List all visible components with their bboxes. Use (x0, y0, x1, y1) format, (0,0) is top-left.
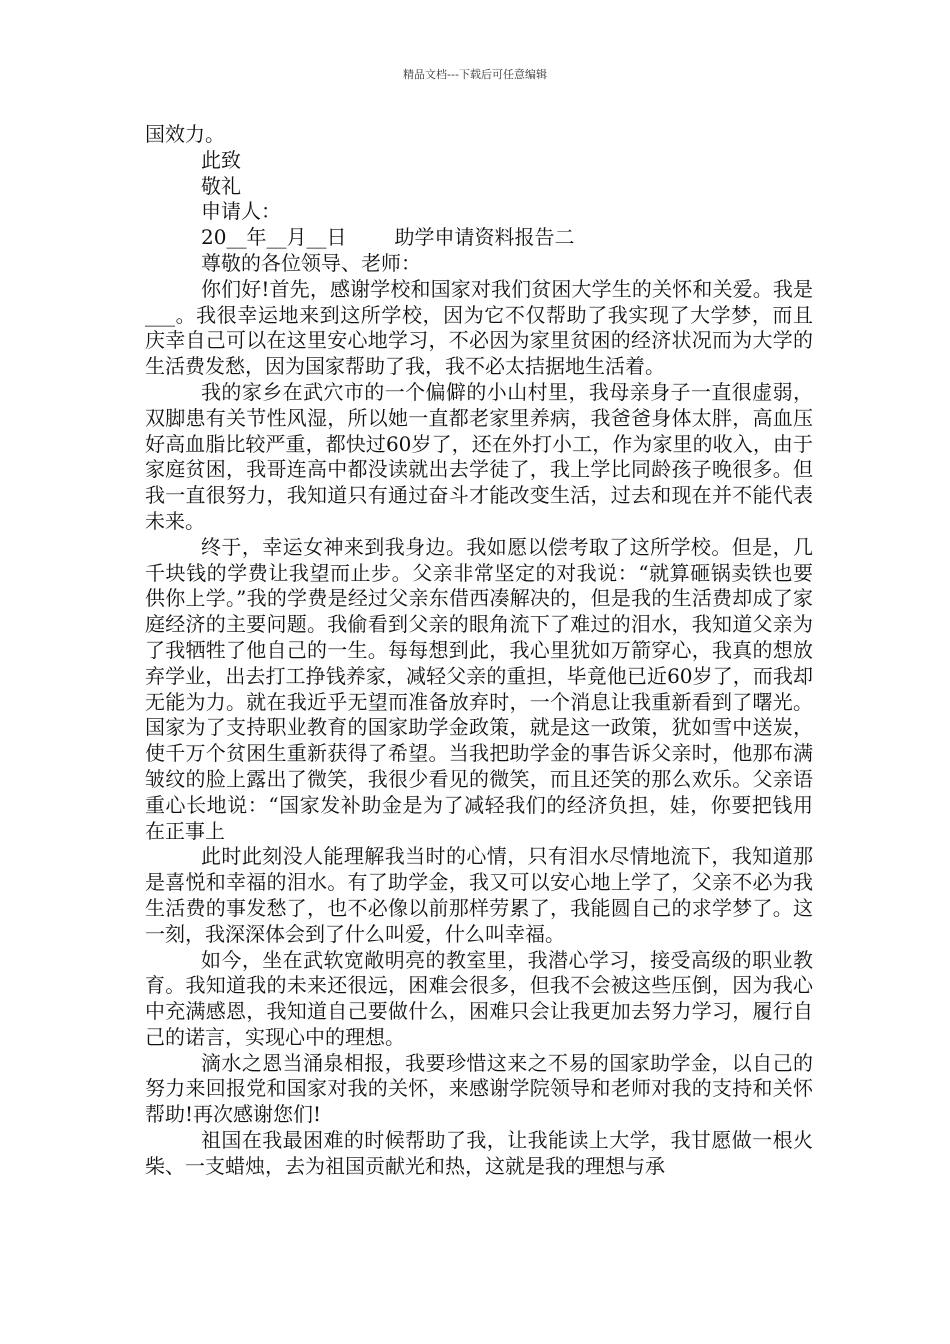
salutation-2: 敬礼 (201, 173, 241, 198)
paragraph: 此时此刻没人能理解我当时的心情，只有泪水尽情地流下，我知道那是喜悦和幸福的泪水。有了助学金，我又可以安心地上学了，父亲不必为我生活费的事发愁了，也不必像以前那样劳累了，我能圆自己的求学梦了。这一刻，我深深体会到了什么叫爱，什么叫幸福。 (145, 844, 813, 946)
applicant-label: 申请人： (201, 199, 281, 224)
date-and-title-line (145, 225, 813, 251)
document-body (145, 122, 813, 1180)
paragraph: 如今，坐在武软宽敞明亮的教室里，我潜心学习，接受高级的职业教育。我知道我的未来还很远，困难会很多，但我不会被这些压倒，因为我心中充满感恩，我知道自己要做什么，困难只会让我更加去努力学习，履行自己的诺言，实现心中的理想。 (145, 947, 813, 1049)
date-field: 20__年__月__日 (201, 225, 347, 250)
section-title: 助学申请资料报告二 (394, 225, 575, 250)
paragraph: 祖国在我最困难的时候帮助了我，让我能读上大学，我甘愿做一根火柴、一支蜡烛，去为祖国贡献光和热，这就是我的理想与承 (145, 1128, 813, 1178)
paragraph: 你们好!首先，感谢学校和国家对我们贫困大学生的关怀和关爱。我是___。我很幸运地来到这所学校，因为它不仅帮助了我实现了大学梦，而且庆幸自己可以在这里安心地学习，不必因为家里贫困的经济状况而为大学的生活费发愁，因为国家帮助了我，我不必太拮据地生活着。 (145, 276, 813, 379)
salutation-1: 此致 (201, 147, 241, 172)
paragraph: 我的家乡在武穴市的一个偏僻的小山村里，我母亲身子一直很虚弱，双脚患有关节性风湿，所以她一直都老家里养病，我爸爸身体太胖，高血压好高血脂比较严重，都快过60岁了，还在外打小工，作为家里的收入，由于家庭贫困，我哥连高中都没读就出去学徒了，我上学比同龄孩子晚很多。但我一直很努力，我知道只有通过奋斗才能改变生活，过去和现在并不能代表未来。 (145, 379, 813, 533)
paragraph: 滴水之恩当涌泉相报，我要珍惜这来之不易的国家助学金，以自己的努力来回报党和国家对我的关怀，来感谢学院领导和老师对我的支持和关怀帮助!再次感谢您们! (145, 1050, 813, 1127)
continuation-line: 国效力。 (145, 122, 225, 146)
greeting: 尊敬的各位领导、老师： (201, 250, 421, 275)
paragraph: 终于，幸运女神来到我身边。我如愿以偿考取了这所学校。但是，几千块钱的学费让我望而止步。父亲非常坚定的对我说：“就算砸锅卖铁也要供你上学。”我的学费是经过父亲东借西凑解决的，但是我的生活费却成了家庭经济的主要问题。我偷看到父亲的眼角流下了难过的泪水，我知道父亲为了我牺牲了他自己的一生。每每想到此，我心里犹如万箭穿心，我真的想放弃学业，出去打工挣钱养家，减轻父亲的重担，毕竟他已近60岁了，而我却无能为力。就在我近乎无望而准备放弃时，一个消息让我重新看到了曙光。国家为了支持职业教育的国家助学金政策，就是这一政策，犹如雪中送炭，使千万个贫困生重新获得了希望。当我把助学金的事告诉父亲时，他那布满皱纹的脸上露出了微笑，我很少看见的微笑，而且还笑的那么欢乐。父亲语重心长地说：“国家发补助金是为了减轻我们的经济负担，娃，你要把钱用在正事上 (145, 534, 813, 843)
page-header: 精品文档---下载后可任意编辑 (403, 68, 547, 81)
